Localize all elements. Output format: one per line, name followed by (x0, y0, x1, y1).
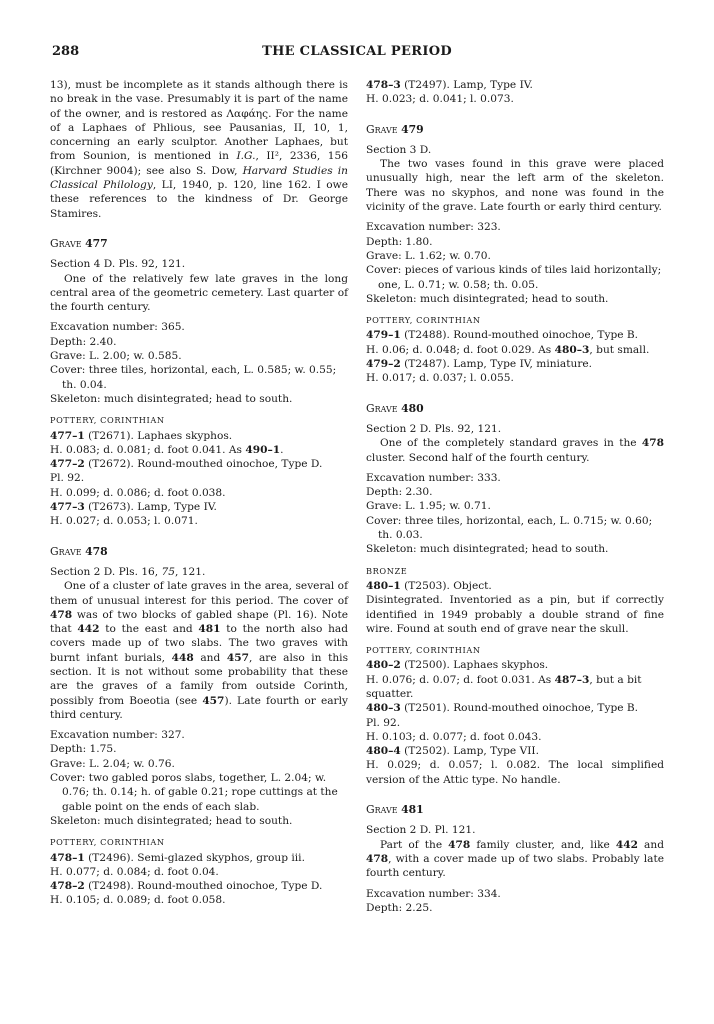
catalog-entry: 478–3 (T2497). Lamp, Type IV. (366, 79, 533, 91)
catalog-dimensions: H. 0.077; d. 0.084; d. foot 0.04. (50, 865, 219, 878)
catalog-entry: 477–3 (T2673). Lamp, Type IV. (50, 501, 217, 514)
grave-478-section: Section 2 D. Pls. 16, 75, 121. (50, 565, 206, 578)
catalog-dimensions: H. 0.017; d. 0.037; l. 0.055. (366, 372, 514, 385)
left-column (50, 78, 348, 908)
grave-481-depth: Depth: 2.25. (366, 901, 433, 914)
category-label: POTTERY, CORINTHIAN (366, 315, 481, 326)
grave-477-section: Section 4 D. Pls. 92, 121. (50, 258, 186, 271)
catalog-entry: 480–2 (T2500). Laphaes skyphos. (366, 659, 549, 672)
catalog-entry: 478–2 (T2498). Round-mouthed oinochoe, Type D. (50, 880, 323, 893)
grave-481-heading: Grave 481 (366, 803, 424, 817)
catalog-dimensions: H. 0.076; d. 0.07; d. foot 0.031. As 487–3, but a bit squatter. (366, 673, 642, 700)
running-title: THE CLASSICAL PERIOD (262, 44, 452, 59)
catalog-dimensions: H. 0.083; d. 0.081; d. foot 0.041. As 490–1. (50, 443, 284, 456)
grave-479-size: Grave: L. 1.62; w. 0.70. (366, 249, 491, 262)
grave-477-skeleton: Skeleton: much disintegrated; head to south. (50, 392, 293, 405)
grave-478-description: One of a cluster of late graves in the area, several of them of unusual interest for this period. The cover of 478 was of two blocks of gabled shape (Pl. 16). Note that 442 to the east and 481 to the north also had covers made up of two slabs. The two graves with burnt infant burials, 448 and 457, are also in this section. It is not without some probability that these are the graves of a family from outside Corinth, possibly from Boeotia (see 457). Late fourth or early third century. (50, 580, 349, 721)
page-header (52, 44, 662, 64)
grave-481-description: Part of the 478 family cluster, and, like 442 and 478, with a cover made up of two slabs. Probably late fourth century. (366, 838, 664, 880)
grave-480-section: Section 2 D. Pls. 92, 121. (366, 422, 502, 435)
grave-478-skeleton: Skeleton: much disintegrated; head to south. (50, 814, 293, 827)
catalog-entry: 479–2 (T2487). Lamp, Type IV, miniature. (366, 358, 593, 371)
grave-478-cover: Cover: two gabled poros slabs, together, L. 2.04; w. 0.76; th. 0.14; h. of gable 0.21; rope cuttings at the gable point on the ends of each slab. (50, 772, 338, 813)
catalog-entry: 479–1 (T2488). Round-mouthed oinochoe, Type B. (366, 329, 639, 342)
catalog-dimensions: H. 0.029; d. 0.057; l. 0.082. The local simplified version of the Attic type. No handle. (366, 759, 664, 786)
grave-479-excavation: Excavation number: 323. (366, 221, 501, 234)
grave-478-excavation: Excavation number: 327. (50, 729, 185, 742)
page-number: 288 (52, 44, 80, 59)
grave-478-size: Grave: L. 2.04; w. 0.76. (50, 757, 175, 770)
grave-479-cover: Cover: pieces of various kinds of tiles laid horizontally; one, L. 0.71; w. 0.58; th. 0.05. (366, 264, 662, 291)
intro-paragraph: 13), must be incomplete as it stands although there is no break in the vase. Presumably it is part of the name of the owner, and is restored as Λαφάης. For the name of a Laphaes of Phlious, see Pausanias, II, 10, 1, concerning an early sculptor. Another Laphaes, but from Sounion, is mentioned in I.G., II², 2336, 156 (Kirchner 9004); see also S. Dow, Harvard Studies in Classical Philology, LI, 1940, p. 120, line 162. I owe these references to the kindness of Dr. George Stamires. (50, 79, 348, 220)
grave-479-section: Section 3 D. (366, 143, 432, 156)
category-label: POTTERY, CORINTHIAN (50, 415, 165, 426)
category-label: POTTERY, CORINTHIAN (50, 837, 165, 848)
grave-478-depth: Depth: 1.75. (50, 743, 117, 756)
grave-479-description: The two vases found in this grave were placed unusually high, near the left arm of the skeleton. There was no skyphos, and none was found in the vicinity of the grave. Late fourth or early third century. (366, 158, 664, 214)
grave-480-cover: Cover: three tiles, horizontal, each, L. 0.715; w. 0.60; th. 0.03. (366, 514, 653, 542)
grave-477-depth: Depth: 2.40. (50, 335, 117, 348)
catalog-dimensions: H. 0.105; d. 0.089; d. foot 0.058. (50, 894, 226, 907)
catalog-entry: 480–1 (T2503). Object. (366, 579, 492, 592)
catalog-entry: 478–1 (T2496). Semi-glazed skyphos, group iii. (50, 851, 305, 864)
catalog-dimensions: H. 0.103; d. 0.077; d. foot 0.043. (366, 730, 542, 743)
category-label: BRONZE (366, 565, 408, 576)
right-column (366, 78, 664, 915)
grave-477-cover: Cover: three tiles, horizontal, each, L. 0.585; w. 0.55; th. 0.04. (50, 364, 337, 391)
grave-477-size: Grave: L. 2.00; w. 0.585. (50, 350, 182, 363)
catalog-entry: 480–3 (T2501). Round-mouthed oinochoe, Type B. (366, 702, 639, 715)
grave-479-heading: Grave 479 (366, 122, 424, 136)
grave-477-description: One of the relatively few late graves in the long central area of the geometric cemetery. Last quarter of the fourth century. (50, 272, 348, 314)
grave-477-heading: Grave 477 (50, 236, 108, 250)
grave-480-heading: Grave 480 (366, 401, 424, 415)
grave-480-depth: Depth: 2.30. (366, 486, 433, 499)
catalog-dimensions: H. 0.027; d. 0.053; l. 0.071. (50, 515, 198, 528)
catalog-entry: 477–1 (T2671). Laphaes skyphos. (50, 429, 233, 442)
grave-478-heading: Grave 478 (50, 544, 108, 558)
catalog-dimensions: H. 0.06; d. 0.048; d. foot 0.029. As 480–3, but small. (366, 343, 650, 356)
catalog-note: Disintegrated. Inventoried as a pin, but if correctly identified in 1949 probably a double strand of fine wire. Found at south end of grave near the skull. (366, 594, 664, 635)
category-label: POTTERY, CORINTHIAN (366, 645, 481, 656)
catalog-entry: 477–2 (T2672). Round-mouthed oinochoe, Type D. (50, 458, 323, 471)
grave-481-section: Section 2 D. Pl. 121. (366, 824, 476, 837)
grave-481-excavation: Excavation number: 334. (366, 887, 501, 900)
catalog-dimensions: H. 0.023; d. 0.041; l. 0.073. (366, 93, 514, 106)
grave-480-size: Grave: L. 1.95; w. 0.71. (366, 500, 491, 513)
grave-480-description: One of the completely standard graves in the 478 cluster. Second half of the fourth century. (366, 437, 664, 464)
grave-479-skeleton: Skeleton: much disintegrated; head to south. (366, 292, 609, 305)
catalog-entry: 480–4 (T2502). Lamp, Type VII. (366, 745, 539, 758)
catalog-plate: Pl. 92. (366, 716, 401, 729)
grave-480-skeleton: Skeleton: much disintegrated; head to south. (366, 543, 609, 556)
catalog-dimensions: H. 0.099; d. 0.086; d. foot 0.038. (50, 486, 226, 499)
catalog-plate: Pl. 92. (50, 472, 85, 485)
grave-480-excavation: Excavation number: 333. (366, 471, 501, 484)
grave-477-excavation: Excavation number: 365. (50, 321, 185, 334)
grave-479-depth: Depth: 1.80. (366, 235, 433, 248)
